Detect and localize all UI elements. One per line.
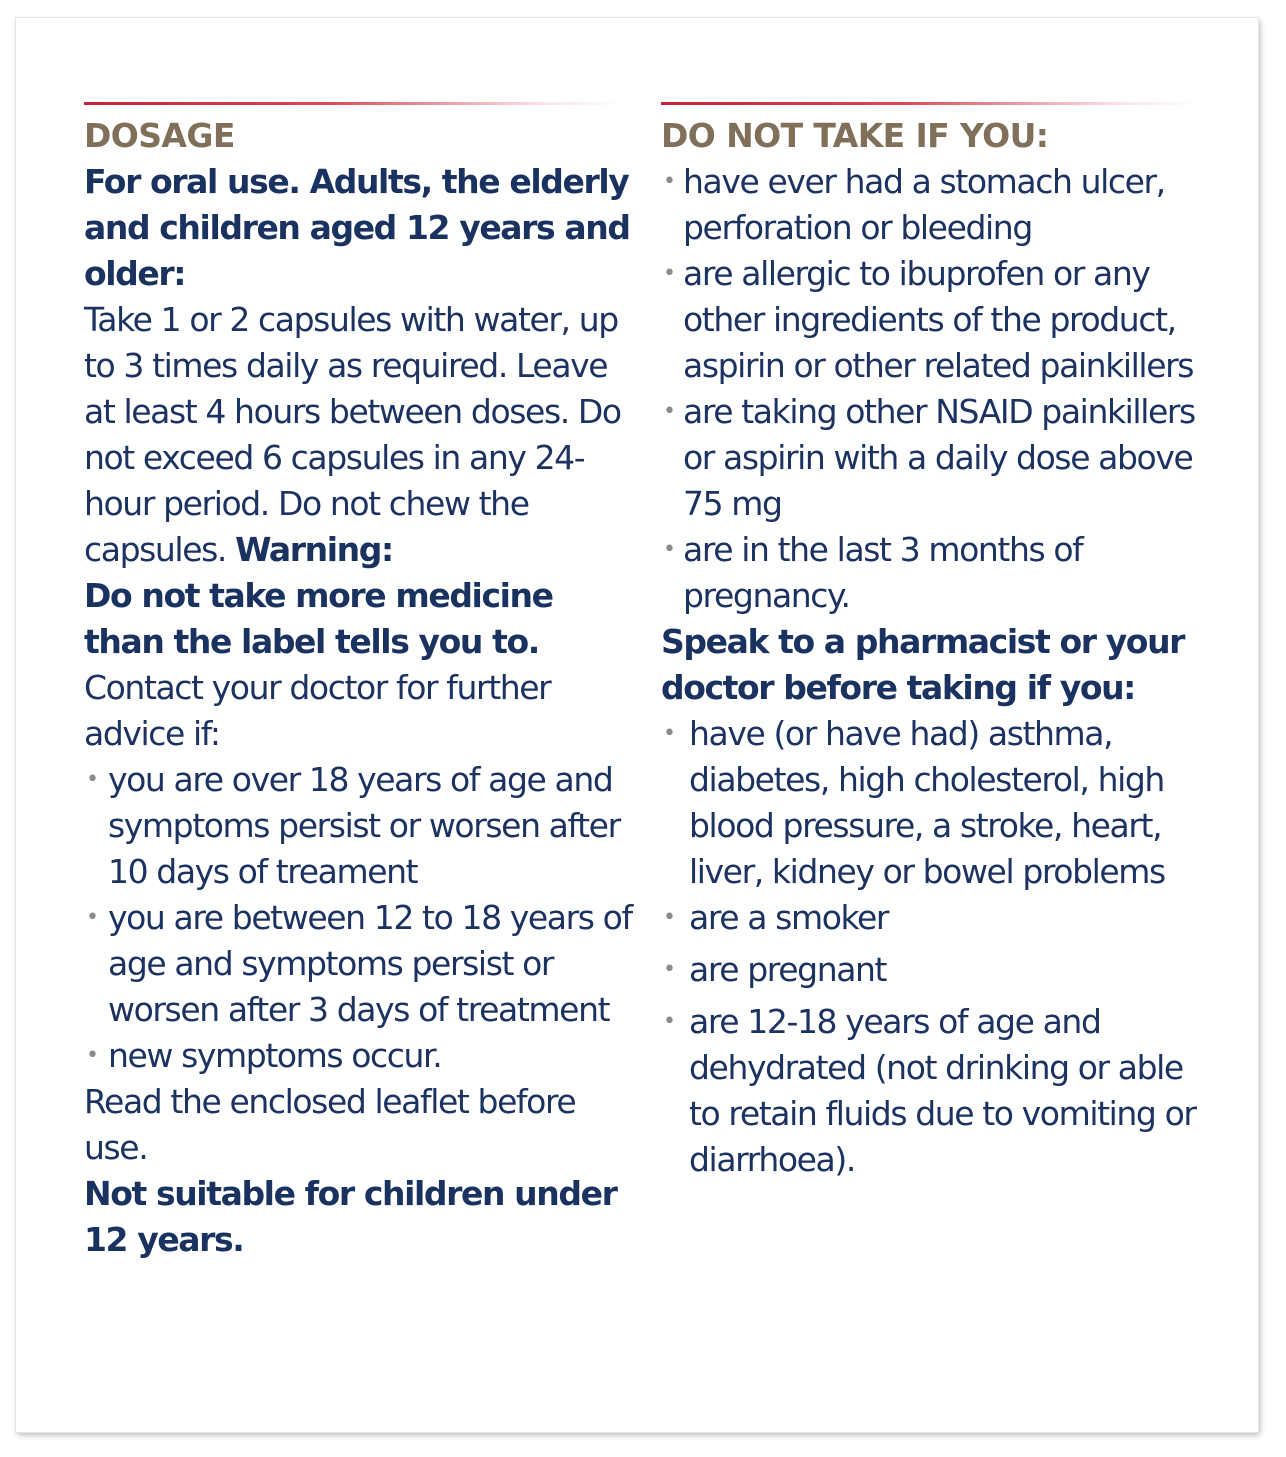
list-item-text: new symptoms occur. — [108, 1036, 442, 1075]
list-item — [661, 251, 1221, 389]
list-item-text: have ever had a stomach ulcer, perforation or bleeding — [683, 162, 1165, 247]
list-item — [661, 527, 1221, 619]
list-item — [661, 711, 1221, 895]
list-item-text: are pregnant — [689, 950, 887, 989]
bullet-icon: • — [663, 169, 675, 194]
contact-doctor-list — [84, 757, 632, 1079]
dosage-divider — [84, 102, 624, 105]
list-item-text: you are between 12 to 18 years of age and symptoms persist or worsen after 3 days of treatment — [108, 898, 632, 1029]
list-item — [661, 947, 1221, 993]
dosage-instructions — [84, 297, 632, 573]
bullet-icon: • — [663, 1009, 675, 1034]
list-item-text: are taking other NSAID painkillers or aspirin with a daily dose above 75 mg — [683, 392, 1195, 523]
dosage-instructions-text: Take 1 or 2 capsules with water, up to 3 times daily as required. Leave at least 4 hours between doses. Do not exceed 6 capsules in any 24-hour period. Do not chew the capsules. — [84, 300, 621, 569]
list-item — [84, 757, 632, 895]
bullet-icon: • — [663, 721, 675, 746]
list-item-text: are 12-18 years of age and dehydrated (not drinking or able to retain fluids due to vomiting or diarrhoea). — [689, 1002, 1196, 1179]
do-not-take-list — [661, 159, 1221, 619]
list-item — [661, 999, 1221, 1183]
bullet-icon: • — [86, 1043, 98, 1068]
do-not-take-divider — [661, 102, 1201, 105]
list-item-text: are a smoker — [689, 898, 889, 937]
dosage-section — [84, 102, 632, 1263]
dosage-intro: For oral use. Adults, the elderly and children aged 12 years and older: — [84, 162, 630, 293]
list-item-text: have (or have had) asthma, diabetes, high cholesterol, high blood pressure, a stroke, heart, liver, kidney or bowel problems — [689, 714, 1165, 891]
list-item — [84, 895, 632, 1033]
list-item-text: you are over 18 years of age and symptoms persist or worsen after 10 days of treament — [108, 760, 620, 891]
bullet-icon: • — [86, 905, 98, 930]
speak-to-list — [661, 711, 1221, 1183]
contact-doctor-text: Contact your doctor for further advice if: — [84, 668, 551, 753]
bullet-icon: • — [663, 399, 675, 424]
list-item — [661, 389, 1221, 527]
leaflet-text: Read the enclosed leaflet before use. — [84, 1082, 576, 1167]
list-item-text: are in the last 3 months of pregnancy. — [683, 530, 1083, 615]
bullet-icon: • — [663, 537, 675, 562]
bullet-icon: • — [86, 767, 98, 792]
speak-to-heading: Speak to a pharmacist or your doctor before taking if you: — [661, 622, 1185, 707]
do-not-take-section — [661, 102, 1221, 1183]
children-warning: Not suitable for children under 12 years. — [84, 1174, 617, 1259]
list-item — [661, 159, 1221, 251]
dosage-heading: DOSAGE — [84, 116, 235, 155]
list-item — [661, 895, 1221, 941]
warning-text: Do not take more medicine than the label tells you to. — [84, 576, 553, 661]
bullet-icon: • — [663, 905, 675, 930]
list-item — [84, 1033, 632, 1079]
warning-label: Warning: — [235, 530, 393, 569]
do-not-take-heading: DO NOT TAKE IF YOU: — [661, 116, 1049, 155]
bullet-icon: • — [663, 957, 675, 982]
label-panel — [16, 18, 1258, 1432]
bullet-icon: • — [663, 261, 675, 286]
list-item-text: are allergic to ibuprofen or any other ingredients of the product, aspirin or other related painkillers — [683, 254, 1194, 385]
